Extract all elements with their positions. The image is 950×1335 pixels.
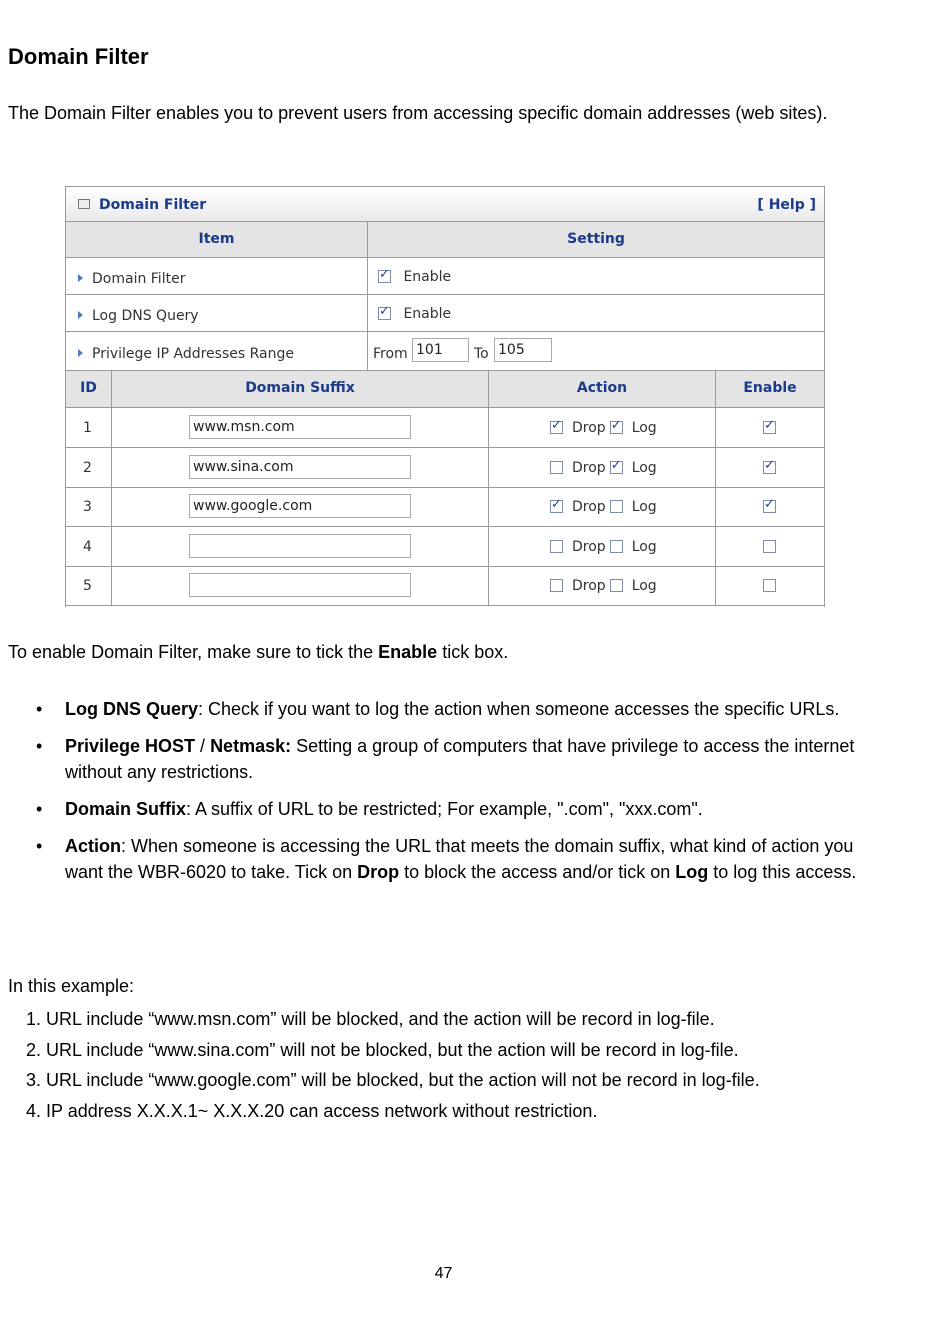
example-intro: In this example:	[8, 976, 135, 996]
suffix-table-row	[66, 527, 824, 567]
list-item: 1. URL include “www.msn.com” will be blocked, and the action will be record in log-file.	[26, 1009, 715, 1029]
suffix-table-row	[66, 487, 824, 527]
to-ip-input[interactable]: 105	[494, 338, 552, 362]
list-item: 2. URL include “www.sina.com” will not be blocked, but the action will be record in log-file.	[26, 1039, 739, 1060]
panel-header	[66, 187, 824, 222]
enable-column-header: Enable	[743, 380, 797, 396]
intro-paragraph: The Domain Filter enables you to prevent users from accessing specific domain addresses (web sites).	[8, 103, 828, 123]
log-label: Log	[631, 539, 657, 555]
log-label: Log	[631, 578, 657, 594]
drop-label: Drop	[572, 578, 606, 594]
to-label: To	[474, 346, 489, 362]
log-checkbox[interactable]	[610, 540, 623, 553]
log-dns-query-enable-checkbox[interactable]	[378, 307, 391, 320]
drop-label: Drop	[572, 420, 606, 436]
suffix-table-row	[66, 408, 824, 448]
row-enable-checkbox[interactable]	[763, 461, 776, 474]
domain-filter-enable-label: Enable	[403, 269, 452, 285]
domain-suffix-input[interactable]: www.google.com	[189, 494, 411, 518]
setting-column-header: Setting	[567, 231, 625, 247]
enable-note: To enable Domain Filter, make sure to tick the Enable tick box.	[8, 642, 509, 662]
suffix-column-header: Domain Suffix	[245, 380, 355, 396]
list-item: • Log DNS Query: Check if you want to log the action when someone accesses the specific URLs.	[36, 696, 886, 722]
suffix-table-header	[66, 371, 824, 408]
domain-filter-label: Domain Filter	[92, 271, 186, 287]
row-enable-checkbox[interactable]	[763, 540, 776, 553]
drop-checkbox[interactable]	[550, 540, 563, 553]
suffix-table-row	[66, 566, 824, 606]
drop-checkbox[interactable]	[550, 421, 563, 434]
panel-title: Domain Filter	[99, 197, 207, 213]
privilege-range-row	[66, 332, 824, 371]
action-column-header: Action	[576, 380, 628, 396]
list-item: 3. URL include “www.google.com” will be blocked, but the action will not be record in log-file.	[26, 1070, 760, 1090]
domain-suffix-input[interactable]: www.msn.com	[189, 415, 411, 439]
row-id: 3	[83, 499, 92, 515]
privilege-range-label: Privilege IP Addresses Range	[92, 346, 294, 362]
list-item: • Domain Suffix: A suffix of URL to be restricted; For example, ".com", "xxx.com".	[36, 796, 886, 822]
log-checkbox[interactable]	[610, 579, 623, 592]
domain-suffix-input[interactable]	[189, 573, 411, 597]
row-id: 4	[83, 539, 92, 555]
domain-filter-panel	[65, 186, 825, 607]
list-item: • Privilege HOST / Netmask: Setting a group of computers that have privilege to access the internet without any restrictions.	[36, 733, 886, 785]
log-checkbox[interactable]	[610, 461, 623, 474]
domain-suffix-input[interactable]	[189, 534, 411, 558]
item-column-header: Item	[198, 231, 235, 247]
drop-label: Drop	[572, 499, 606, 515]
window-icon	[78, 199, 90, 209]
drop-checkbox[interactable]	[550, 500, 563, 513]
list-item: • Action: When someone is accessing the URL that meets the domain suffix, what kind of action you want the WBR-6020 to take. Tick on Drop to block the access and/or tick on Log to log this access.	[36, 833, 886, 885]
field-description-list	[36, 696, 886, 896]
from-label: From	[373, 346, 408, 362]
page-title: Domain Filter	[8, 44, 149, 69]
drop-checkbox[interactable]	[550, 461, 563, 474]
page-number: 47	[434, 1265, 453, 1282]
log-dns-query-label: Log DNS Query	[92, 308, 199, 324]
log-dns-query-enable-label: Enable	[403, 306, 452, 322]
row-enable-checkbox[interactable]	[763, 500, 776, 513]
log-label: Log	[631, 499, 657, 515]
drop-label: Drop	[572, 539, 606, 555]
log-label: Log	[631, 420, 657, 436]
arrow-icon	[78, 274, 83, 282]
drop-checkbox[interactable]	[550, 579, 563, 592]
log-dns-query-row	[66, 295, 824, 332]
domain-filter-enable-checkbox[interactable]	[378, 270, 391, 283]
drop-label: Drop	[572, 460, 606, 476]
settings-header-row	[66, 222, 824, 258]
help-link[interactable]: [ Help ]	[757, 197, 816, 213]
log-checkbox[interactable]	[610, 500, 623, 513]
domain-suffix-input[interactable]: www.sina.com	[189, 455, 411, 479]
list-item: 4. IP address X.X.X.1~ X.X.X.20 can access network without restriction.	[26, 1100, 598, 1121]
row-id: 2	[83, 460, 92, 476]
example-list	[26, 1004, 760, 1126]
row-id: 5	[83, 578, 92, 594]
row-id: 1	[83, 420, 92, 436]
log-label: Log	[631, 460, 657, 476]
log-checkbox[interactable]	[610, 421, 623, 434]
row-enable-checkbox[interactable]	[763, 579, 776, 592]
domain-filter-row	[66, 258, 824, 295]
arrow-icon	[78, 311, 83, 319]
row-enable-checkbox[interactable]	[763, 421, 776, 434]
suffix-table-row	[66, 448, 824, 488]
from-ip-input[interactable]: 101	[412, 338, 469, 362]
arrow-icon	[78, 349, 83, 357]
id-column-header: ID	[80, 380, 97, 396]
